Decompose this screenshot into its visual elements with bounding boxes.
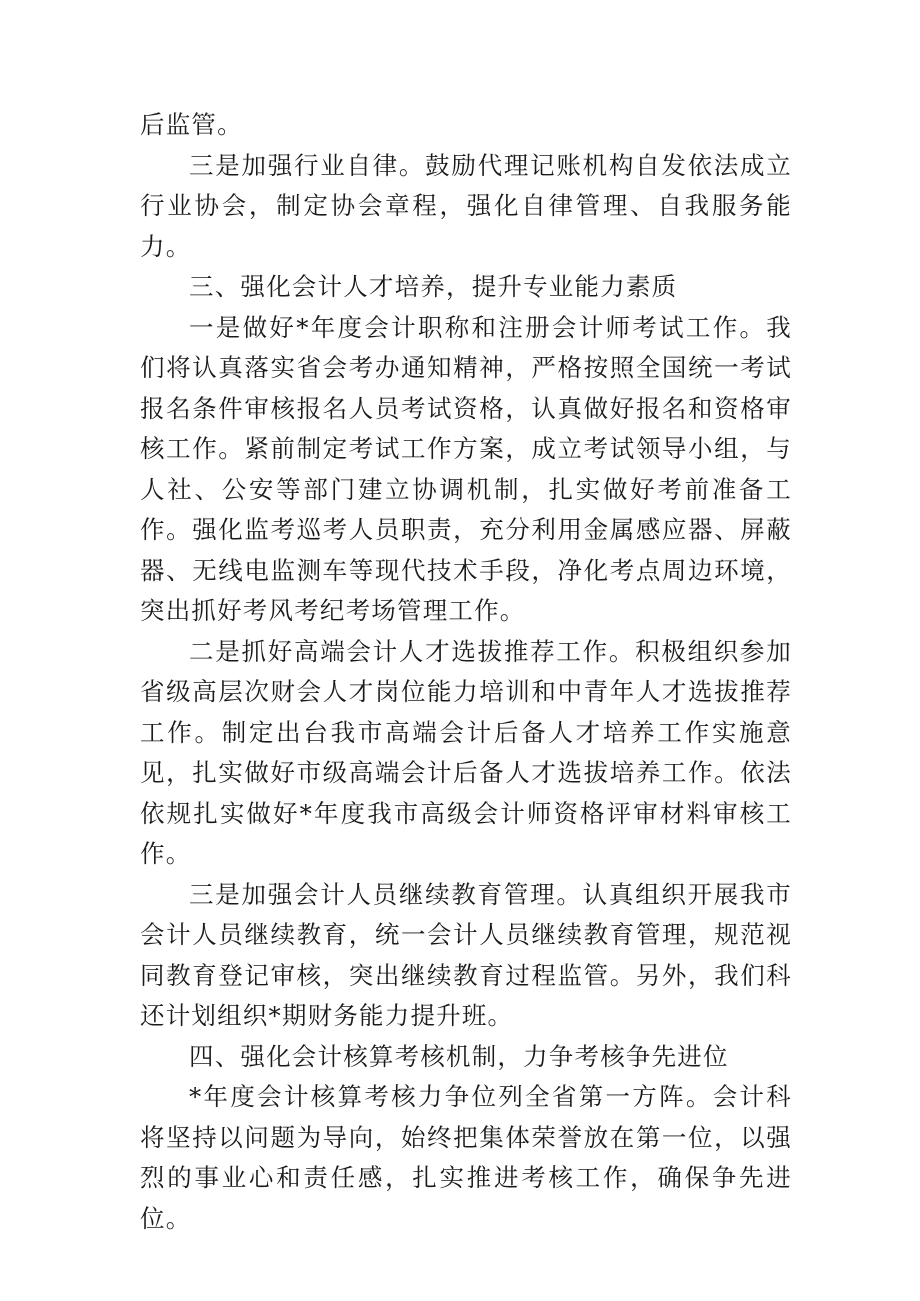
section-heading-assessment: 四、强化会计核算考核机制，力争考核争先进位 <box>189 1041 729 1071</box>
document-page <box>140 105 792 1239</box>
paragraph-assessment-goal: *年度会计核算考核力争位列全省第一方阵。会计科将坚持以问题为导向，始终把集体荣誉放在第一位，以强烈的事业心和责任感，扎实推进考核工作，确保争先进位。 <box>140 1082 792 1233</box>
paragraph-continuation: 后监管。 <box>140 110 243 139</box>
section-heading-talent: 三、强化会计人才培养，提升专业能力素质 <box>189 272 678 301</box>
paragraph-high-end-talent: 二是抓好高端会计人才选拔推荐工作。积极组织参加省级高层次财会人才岗位能力培训和中青年人才选拔推荐工作。制定出台我市高端会计后备人才培养工作实施意见，扎实做好市级高端会计后备人才选拔培养工作。依法依规扎实做好*年度我市高级会计师资格评审材料审核工作。 <box>140 636 792 868</box>
paragraph-self-discipline: 三是加强行业自律。鼓励代理记账机构自发依法成立行业协会，制定协会章程，强化自律管理、自我服务能力。 <box>140 150 792 261</box>
paragraph-exam-work: 一是做好*年度会计职称和注册会计师考试工作。我们将认真落实省会考办通知精神，严格按照全国统一考试报名条件审核报名人员考试资格，认真做好报名和资格审核工作。紧前制定考试工作方案，成立考试领导小组，与人社、公安等部门建立协调机制，扎实做好考前准备工作。强化监考巡考人员职责，充分利用金属感应器、屏蔽器、无线电监测车等现代技术手段，净化考点周边环境，突出抓好考风考纪考场管理工作。 <box>140 312 792 625</box>
paragraph-continuing-education: 三是加强会计人员继续教育管理。认真组织开展我市会计人员继续教育，统一会计人员继续教育管理，规范视同教育登记审核，突出继续教育过程监管。另外，我们科还计划组织*期财务能力提升班。 <box>140 879 792 1030</box>
